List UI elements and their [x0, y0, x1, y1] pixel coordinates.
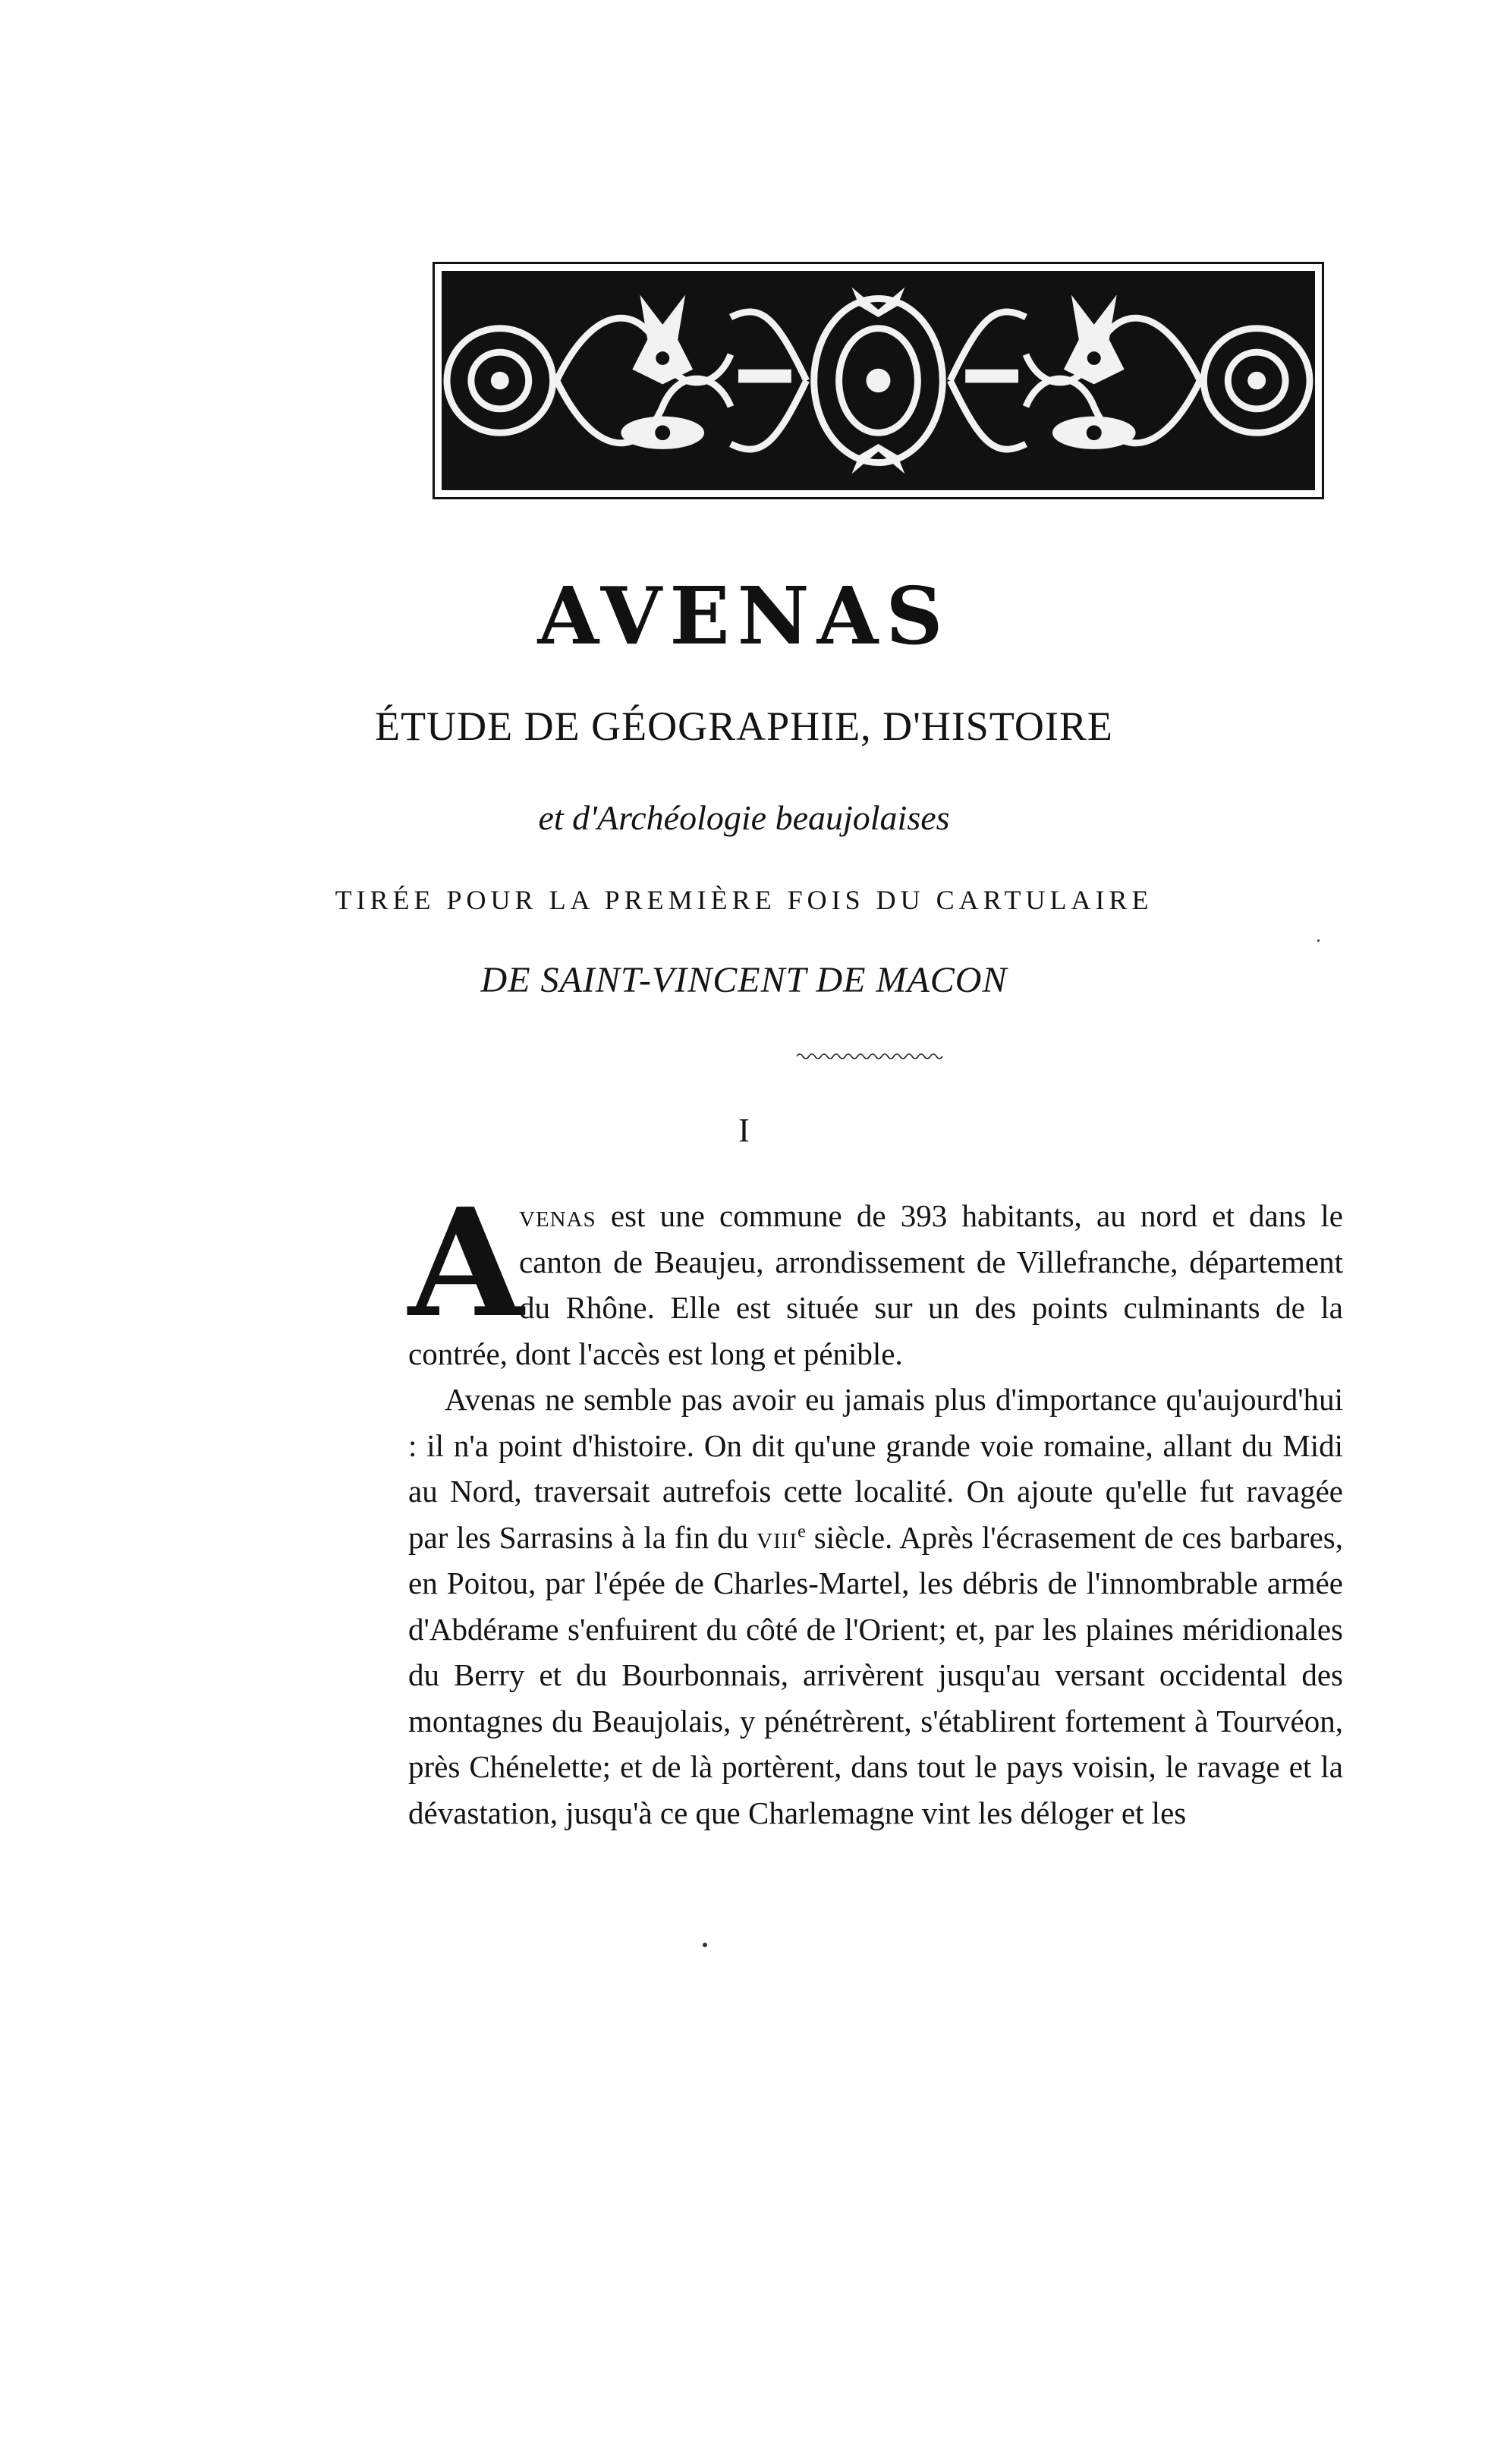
- decorative-rule: [797, 1051, 945, 1062]
- century-superscript: e: [797, 1521, 806, 1541]
- drop-cap: A: [408, 1176, 524, 1351]
- print-speck: [1317, 939, 1320, 942]
- subtitle-line-4: DE SAINT-VINCENT DE MACON: [480, 960, 1008, 1000]
- paragraph-2: [408, 1377, 1343, 1836]
- print-speck: [703, 1943, 707, 1947]
- subtitle-line-1: ÉTUDE DE GÉOGRAPHIE, D'HISTOIRE: [375, 703, 1113, 749]
- ornamental-headpiece: [433, 262, 1324, 499]
- paragraph-1-text: est une commune de 393 habitants, au nord et dans le canton de Beaujeu, arrondissement de Villefranche, département du Rhône. Elle est située sur un des points culminants de la contrée, dont l'accès est long et pénible.: [408, 1198, 1343, 1371]
- subtitle-line-2: et d'Archéologie beaujolaises: [538, 798, 950, 837]
- subtitle-line-3: TIRÉE POUR LA PREMIÈRE FOIS DU CARTULAIRE: [335, 885, 1153, 915]
- paragraph-1-lead: venas: [519, 1198, 596, 1233]
- page-title: AVENAS: [537, 569, 951, 662]
- paragraph-1: [408, 1176, 1343, 1377]
- body-text: [408, 1176, 1343, 1836]
- headpiece-ornament-graphic: [443, 272, 1313, 489]
- section-number: I: [738, 1112, 750, 1149]
- paragraph-2-text-end: siècle. Après l'écrasement de ces barbares, en Poitou, par l'épée de Charles-Martel, les débris de l'innombrable armée d'Abdérame s'enfuirent du côté de l'Orient; et, par les plaines méridionales du Berry et du Bourbonnais, arrivèrent jusqu'au versant occidental des montagnes du Beaujolais, y pénétrèrent, s'établirent fortement à Tourvéon, près Chénelette; et de là portèrent, dans tout le pays voisin, le ravage et la dévastation, jusqu'à ce que Charlemagne vint les déloger et les: [408, 1519, 1343, 1830]
- paragraph-2-text-start: Avenas ne semble pas avoir eu jamais plus d'importance qu'aujourd'hui : il n'a point d'histoire. On dit qu'une grande voie romaine, allant du Midi au Nord, traversait autrefois cette localité. On ajoute qu'elle fut ravagée par les Sarrasins à la fin du: [408, 1382, 1343, 1555]
- century-numeral: viii: [757, 1519, 798, 1555]
